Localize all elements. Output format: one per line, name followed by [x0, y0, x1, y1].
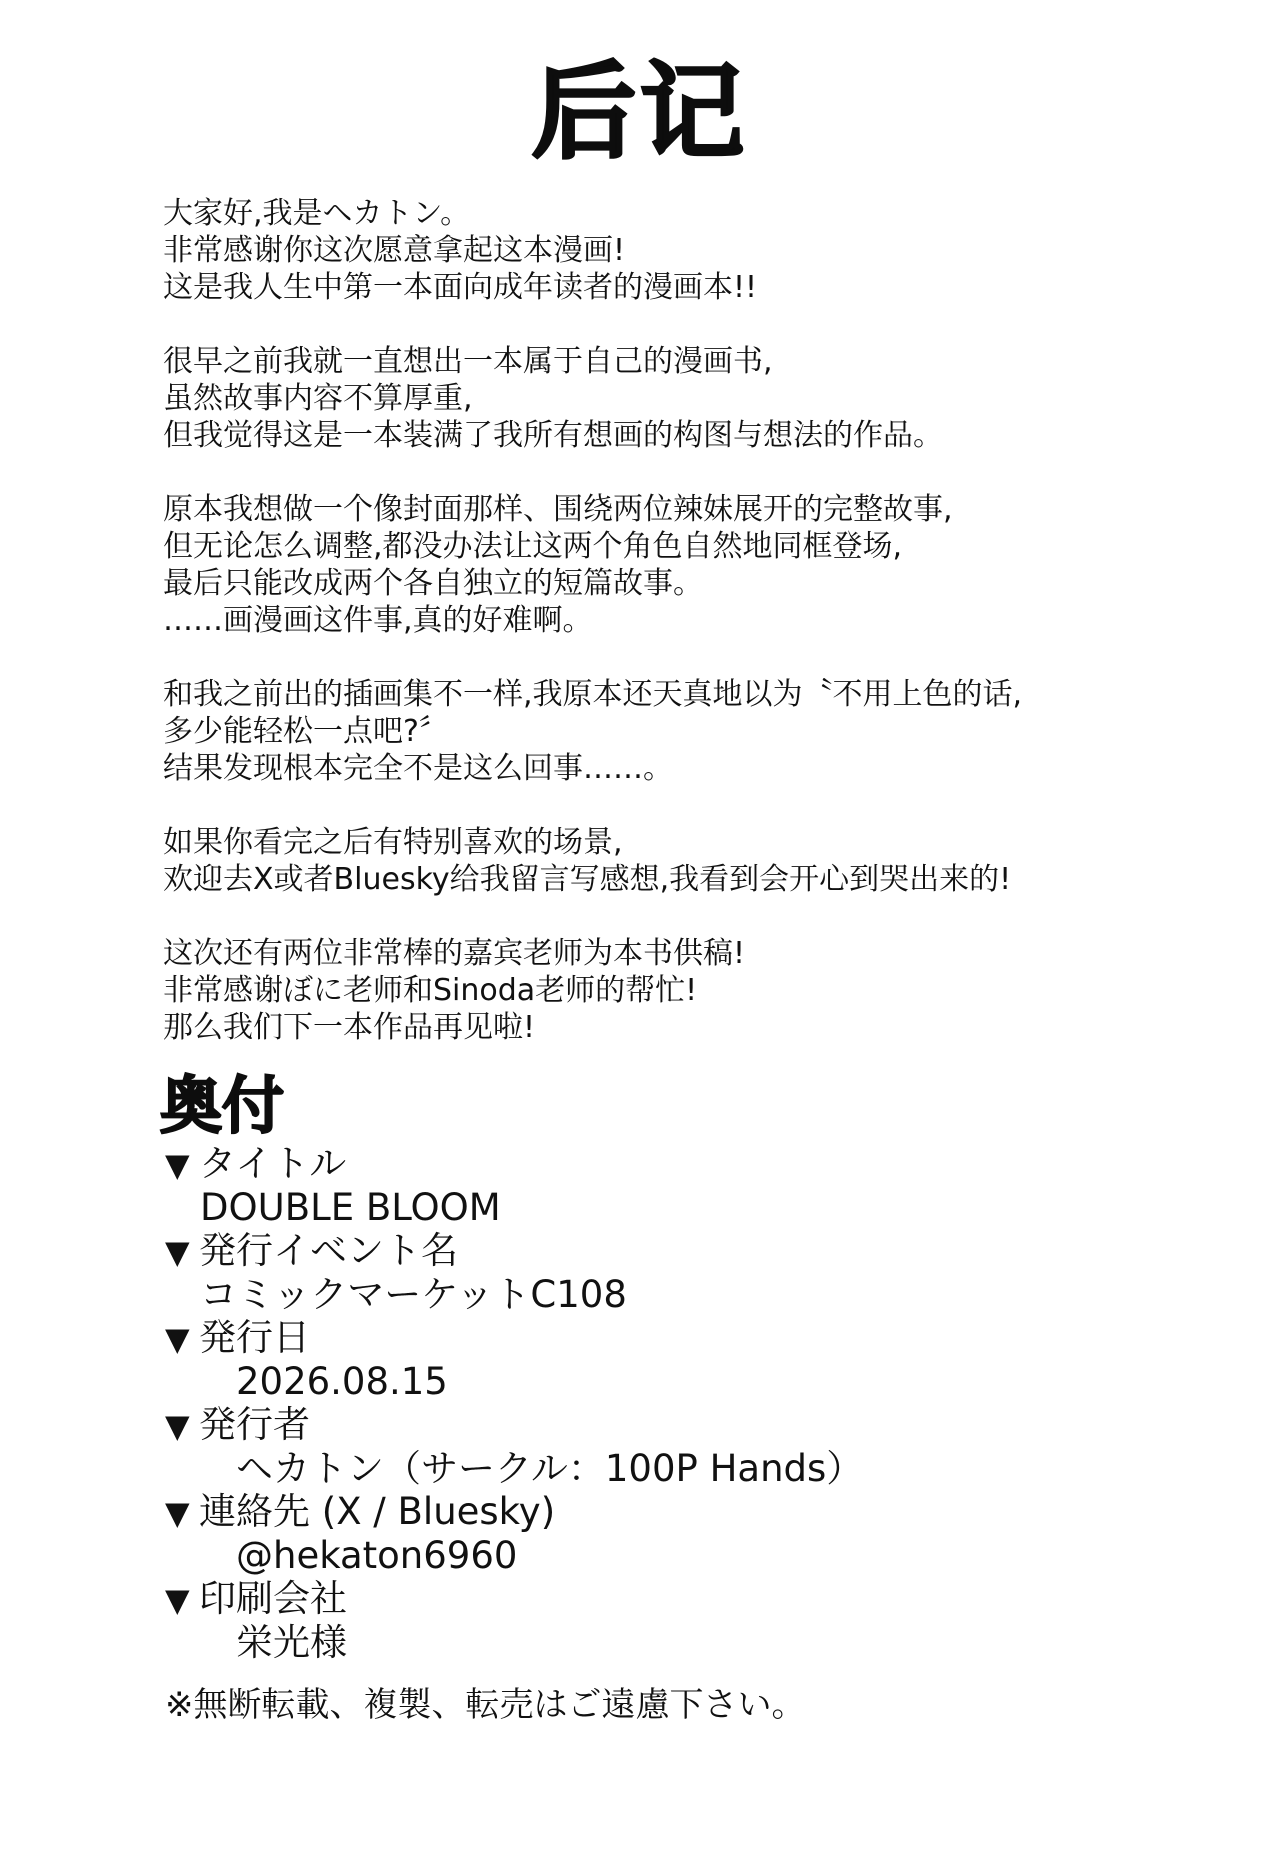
- page-title: 后记: [531, 51, 748, 173]
- colophon-value: @hekaton6960: [236, 1534, 518, 1577]
- label-text: 発行者: [199, 1403, 310, 1446]
- text-line: 大家好,我是ヘカトン。: [163, 196, 471, 231]
- text-line: 虽然故事内容不算厚重,: [163, 381, 473, 416]
- colophon-label: [165, 1490, 1215, 1534]
- text-line: 和我之前出的插画集不一样,我原本还天真地以为〝不用上色的话,: [163, 677, 1023, 712]
- colophon-list: [165, 1142, 1215, 1664]
- triangle-marker-icon: ▼: [165, 1581, 190, 1619]
- colophon-heading: 奥付: [160, 1069, 285, 1142]
- paragraph: [163, 195, 1243, 306]
- triangle-marker-icon: ▼: [165, 1146, 190, 1184]
- triangle-marker-icon: ▼: [165, 1233, 190, 1271]
- triangle-marker-icon: ▼: [165, 1320, 190, 1358]
- colophon-value: 2026.08.15: [236, 1360, 448, 1403]
- text-line: 这次还有两位非常棒的嘉宾老师为本书供稿!: [163, 936, 746, 971]
- label-text: 印刷会社: [199, 1577, 347, 1620]
- copyright-notice: ※無断転載、複製、転売はご遠慮下さい。: [165, 1685, 806, 1725]
- colophon-label: [165, 1403, 1215, 1447]
- label-text: タイトル: [199, 1142, 347, 1185]
- text-line: 多少能轻松一点吧?〞: [163, 714, 449, 749]
- text-line: 但无论怎么调整,都没办法让这两个角色自然地同框登场,: [163, 529, 903, 564]
- text-line: 原本我想做一个像封面那样、围绕两位辣妹展开的完整故事,: [163, 492, 953, 527]
- text-line: 欢迎去X或者Bluesky给我留言写感想,我看到会开心到哭出来的!: [163, 862, 1012, 897]
- paragraph: [163, 343, 1243, 454]
- afterword-body: [163, 195, 1243, 1083]
- colophon-label: [165, 1316, 1215, 1360]
- text-line: 但我觉得这是一本装满了我所有想画的构图与想法的作品。: [163, 418, 943, 453]
- text-line: 很早之前我就一直想出一本属于自己的漫画书,: [163, 344, 773, 379]
- text-line: ……画漫画这件事,真的好难啊。: [163, 603, 593, 638]
- text-line: 结果发现根本完全不是这么回事……。: [163, 751, 673, 786]
- colophon-label: [165, 1229, 1215, 1273]
- label-text: 発行イベント名: [199, 1229, 458, 1272]
- colophon-value: コミックマーケットC108: [200, 1273, 627, 1316]
- text-line: 如果你看完之后有特别喜欢的场景,: [163, 825, 623, 860]
- label-text: 連絡先 (X / Bluesky): [199, 1490, 556, 1533]
- colophon-label: [165, 1577, 1215, 1621]
- text-line: 非常感谢你这次愿意拿起这本漫画!: [163, 233, 626, 268]
- colophon-label: [165, 1142, 1215, 1186]
- colophon-value: 栄光様: [236, 1621, 347, 1664]
- text-line: 这是我人生中第一本面向成年读者的漫画本!!: [163, 270, 758, 305]
- text-line: 最后只能改成两个各自独立的短篇故事。: [163, 566, 703, 601]
- paragraph: [163, 824, 1243, 898]
- triangle-marker-icon: ▼: [165, 1494, 190, 1532]
- text-line: 那么我们下一本作品再见啦!: [163, 1010, 536, 1045]
- paragraph: [163, 676, 1243, 787]
- triangle-marker-icon: ▼: [165, 1407, 190, 1445]
- label-text: 発行日: [199, 1316, 310, 1359]
- paragraph: [163, 491, 1243, 639]
- text-line: 非常感谢ぼに老师和Sinoda老师的帮忙!: [163, 973, 698, 1008]
- colophon-value: DOUBLE BLOOM: [200, 1186, 501, 1229]
- paragraph: [163, 935, 1243, 1046]
- colophon-value: ヘカトン（サークル：100P Hands）: [236, 1447, 864, 1490]
